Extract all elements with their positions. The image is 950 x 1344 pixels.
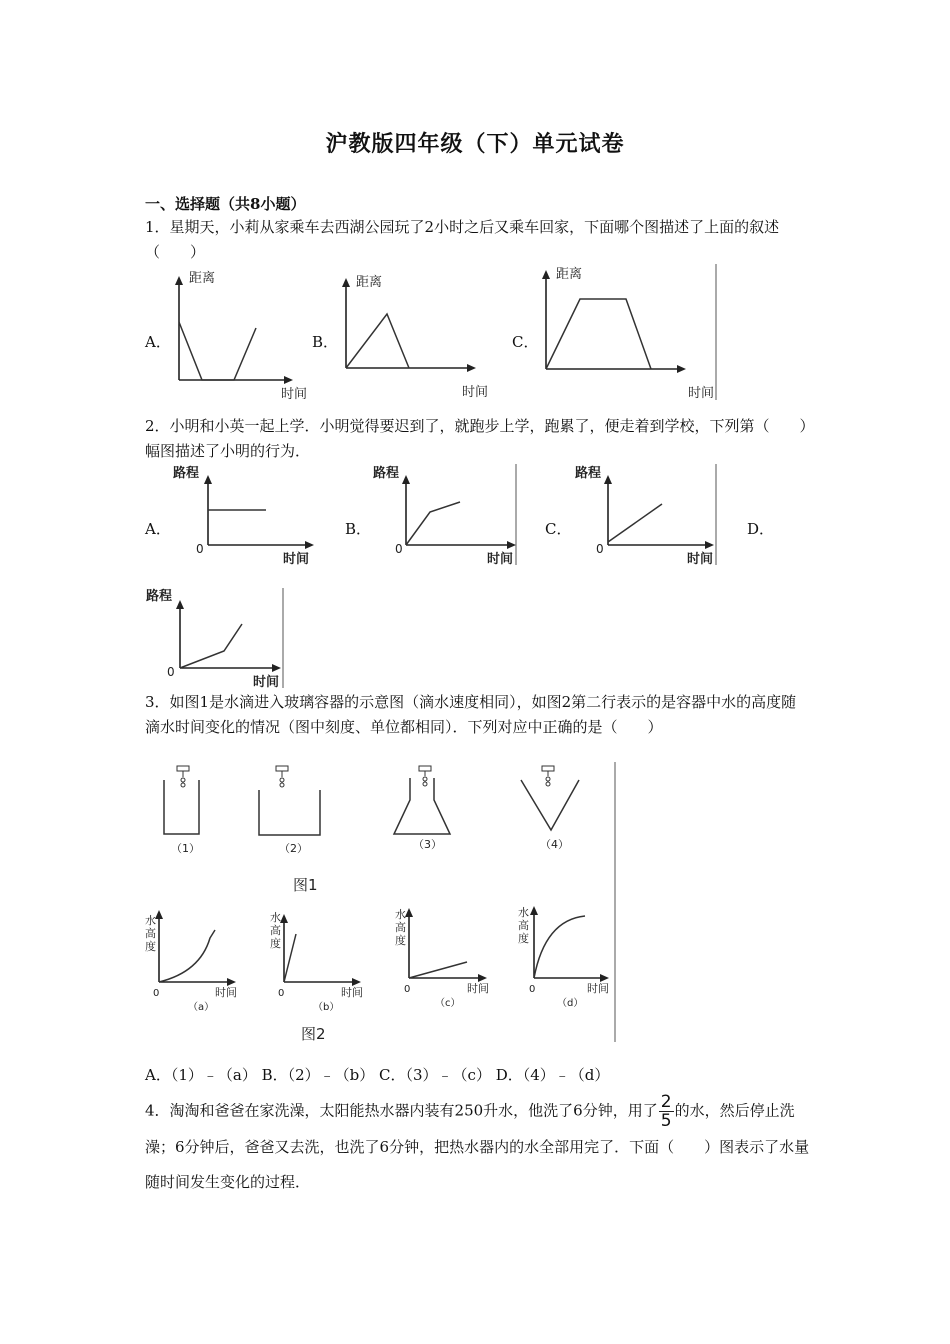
- q2-b-line: [406, 502, 460, 545]
- x-axis-label: 时间: [253, 675, 280, 690]
- q4-text-after: 的水，然后停止洗澡；6分钟后，爸爸又去洗，也洗了6分钟，把热水器内的水全部用完了．下面（ ）图表示了水量随时间发生变化的过程．: [145, 1101, 810, 1191]
- y-label-2: 高: [518, 919, 529, 932]
- y-axis-label: 距离: [189, 271, 216, 286]
- x-axis-arrow-icon: [507, 541, 516, 549]
- x-axis-arrow-icon: [227, 978, 236, 986]
- x-axis-label: 时间: [281, 387, 308, 402]
- origin-label: 0: [596, 542, 604, 556]
- x-axis-label: 时间: [587, 982, 609, 995]
- origin-label: 0: [196, 542, 204, 556]
- question-3-answers: A．（1）﹣（a） B．（2）﹣（b） C．（3）﹣（c） D．（4）﹣（d）: [145, 1066, 610, 1084]
- y-axis-label: 路程: [146, 589, 173, 604]
- question-1-text: 1．星期天，小莉从家乘车去西湖公园玩了2小时之后又乘车回家，下面哪个图描述了上面的叙述（ ）: [145, 218, 780, 261]
- x-axis-label: 时间: [283, 552, 310, 567]
- origin-label: 0: [153, 988, 160, 999]
- origin-label: 0: [278, 988, 285, 999]
- x-axis-arrow-icon: [305, 541, 314, 549]
- y-label-2: 高: [145, 927, 156, 940]
- q2-option-d: D．: [747, 520, 775, 538]
- graph-c-line: [409, 962, 467, 978]
- graph-d: [518, 905, 609, 1009]
- container-1-shape: [164, 780, 199, 834]
- page-title: 沪教版四年级（下）单元试卷: [325, 131, 625, 157]
- q1-b-line: [346, 314, 409, 368]
- water-drop-icon: [546, 777, 550, 781]
- origin-label: 0: [395, 542, 403, 556]
- faucet-icon: [419, 766, 431, 771]
- y-axis-label: 路程: [575, 466, 602, 481]
- container-2: [259, 766, 320, 855]
- y-label-3: 度: [395, 934, 406, 947]
- q1-graph-c: [530, 262, 720, 402]
- container-1: [164, 766, 200, 855]
- x-axis-arrow-icon: [478, 974, 487, 982]
- container-2-shape: [259, 790, 320, 835]
- graph-a-label: （a）: [188, 1002, 215, 1013]
- graph-b-line: [284, 934, 296, 982]
- q4-fraction-denominator: 5: [660, 1111, 672, 1131]
- graph-b-label: （b）: [313, 1002, 340, 1013]
- container-4-shape: [521, 780, 579, 830]
- y-axis-arrow-icon: [342, 278, 350, 287]
- faucet-icon: [276, 766, 288, 771]
- faucet-icon: [542, 766, 554, 771]
- question-2-text: 2．小明和小英一起上学．小明觉得要迟到了，就跑步上学，跑累了，便走着到学校，下列第（ ）幅图描述了小明的行为．: [145, 417, 808, 460]
- x-axis-arrow-icon: [284, 376, 293, 384]
- y-axis-label: 距离: [556, 267, 583, 282]
- figure-2-caption: 图2: [301, 1025, 326, 1043]
- graph-d-curve: [534, 916, 585, 978]
- container-4: [521, 766, 579, 851]
- origin-label: 0: [529, 984, 536, 995]
- y-axis-arrow-icon: [175, 276, 183, 285]
- q2-d-line: [180, 624, 242, 668]
- q2-graph-b: [370, 462, 520, 567]
- x-axis-arrow-icon: [352, 978, 361, 986]
- y-axis-arrow-icon: [542, 270, 550, 279]
- graph-c: [395, 907, 489, 1009]
- q1-c-line: [546, 299, 651, 369]
- y-axis-arrow-icon: [530, 906, 538, 915]
- water-drop-icon: [280, 778, 284, 782]
- q2-graph-a: [170, 462, 320, 567]
- y-label-1: 水: [518, 906, 529, 919]
- q4-text-before: 4．淘淘和爸爸在家洗澡，太阳能热水器内装有250升水，他洗了6分钟，用了: [145, 1101, 658, 1120]
- y-label-2: 高: [395, 921, 406, 934]
- water-drop-icon: [181, 783, 185, 787]
- graph-d-label: （d）: [557, 998, 584, 1009]
- x-axis-arrow-icon: [600, 974, 609, 982]
- q2-option-c: C．: [545, 520, 572, 538]
- y-axis-arrow-icon: [604, 475, 612, 484]
- x-axis-label: 时间: [688, 386, 715, 401]
- x-axis-label: 时间: [341, 986, 363, 999]
- container-2-label: （2）: [279, 842, 308, 855]
- container-3: [394, 766, 450, 851]
- graph-a: [145, 910, 237, 1013]
- container-1-label: （1）: [171, 842, 200, 855]
- section-heading: 一、选择题（共8小题）: [145, 195, 306, 213]
- origin-label: 0: [404, 984, 411, 995]
- container-3-label: （3）: [413, 838, 442, 851]
- y-label-1: 水: [395, 908, 406, 921]
- water-drop-icon: [280, 783, 284, 787]
- x-axis-arrow-icon: [467, 364, 476, 372]
- q1-option-c: C．: [512, 333, 539, 351]
- y-label-3: 度: [518, 932, 529, 945]
- q4-fraction-numerator: 2: [660, 1092, 672, 1112]
- graph-c-label: （c）: [435, 998, 461, 1009]
- figure-1-caption: 图1: [293, 876, 318, 894]
- y-axis-arrow-icon: [405, 908, 413, 917]
- container-3-shape: [394, 778, 450, 834]
- q1-option-b: B．: [312, 333, 339, 351]
- q2-graph-d: [145, 586, 295, 690]
- y-label-1: 水: [145, 914, 156, 927]
- q1-graph-b: [330, 266, 495, 401]
- y-label-1: 水: [270, 911, 281, 924]
- q3-figure: [145, 760, 620, 1045]
- question-3-text: 3．如图1是水滴进入玻璃容器的示意图（滴水速度相同），如图2第二行表示的是容器中水的高度随滴水时间变化的情况（图中刻度、单位都相同）．下列对应中正确的是（ ）: [145, 693, 797, 736]
- x-axis-label: 时间: [467, 982, 489, 995]
- water-drop-icon: [423, 782, 427, 786]
- q1-a-line: [179, 322, 256, 380]
- q2-c-line: [608, 504, 662, 542]
- y-label-3: 度: [270, 937, 281, 950]
- origin-label: 0: [167, 665, 175, 679]
- y-axis-arrow-icon: [402, 475, 410, 484]
- graph-a-curve: [159, 930, 215, 982]
- y-axis-label: 距离: [356, 275, 383, 290]
- y-axis-arrow-icon: [176, 600, 184, 609]
- water-drop-icon: [546, 782, 550, 786]
- water-drop-icon: [181, 778, 185, 782]
- container-4-label: （4）: [540, 838, 569, 851]
- x-axis-label: 时间: [487, 552, 514, 567]
- q4-fraction: [659, 1093, 674, 1130]
- q2-option-a: A．: [145, 520, 171, 538]
- y-axis-arrow-icon: [155, 910, 163, 919]
- graph-b: [270, 910, 363, 1013]
- y-label-3: 度: [145, 940, 156, 953]
- y-label-2: 高: [270, 924, 281, 937]
- x-axis-label: 时间: [215, 986, 237, 999]
- q2-option-b: B．: [345, 520, 372, 538]
- y-axis-label: 路程: [373, 466, 400, 481]
- y-axis-arrow-icon: [280, 914, 288, 923]
- faucet-icon: [177, 766, 189, 771]
- x-axis-arrow-icon: [677, 365, 686, 373]
- x-axis-arrow-icon: [705, 541, 714, 549]
- x-axis-label: 时间: [687, 552, 714, 567]
- water-drop-icon: [423, 777, 427, 781]
- y-axis-label: 路程: [173, 466, 200, 481]
- question-4-text: [145, 1093, 810, 1200]
- q1-graph-a: [165, 266, 308, 402]
- y-axis-arrow-icon: [204, 475, 212, 484]
- q1-option-a: A．: [145, 333, 171, 351]
- x-axis-arrow-icon: [272, 664, 281, 672]
- x-axis-label: 时间: [462, 385, 489, 400]
- q2-graph-c: [570, 462, 720, 567]
